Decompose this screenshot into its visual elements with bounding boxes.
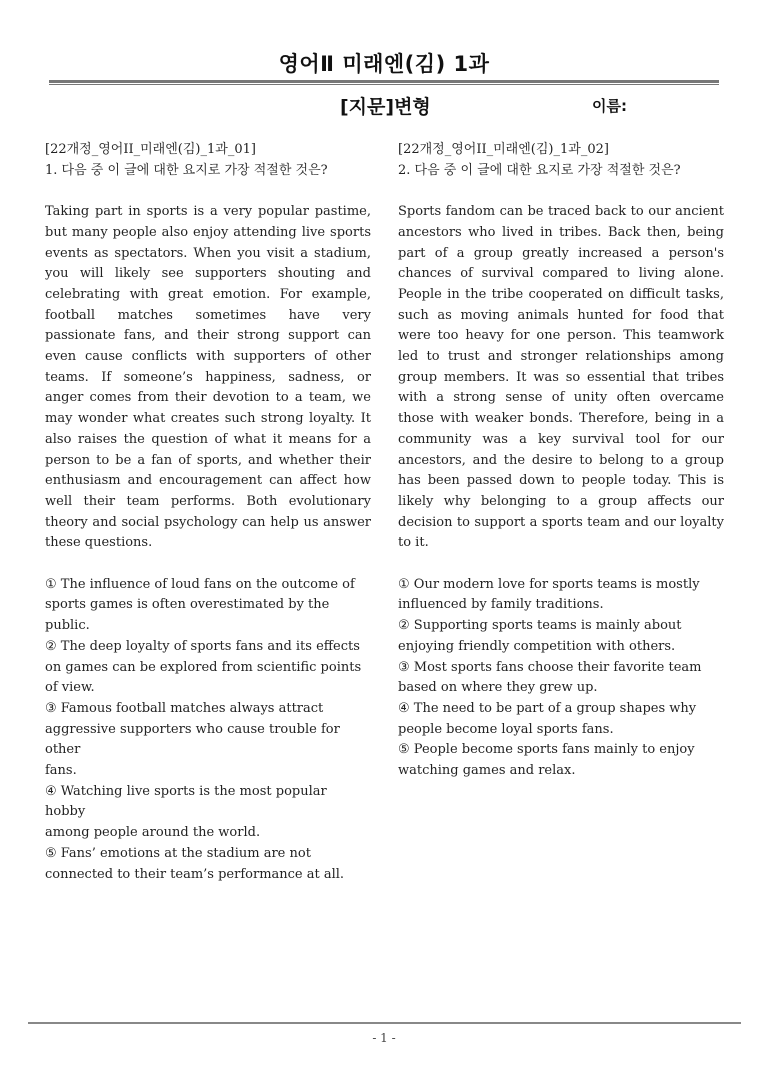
question-1-column xyxy=(45,140,371,885)
name-label: 이름: xyxy=(592,97,627,115)
page-number: - 1 - xyxy=(372,1031,396,1045)
question-1-choice-1: ① The influence of loud fans on the outcome of sports games is often overestimated by the public. xyxy=(45,576,355,634)
question-2-choice-1: ① Our modern love for sports teams is mostly influenced by family traditions. xyxy=(398,576,700,613)
worksheet-title: 영어Ⅱ 미래엔(김) 1과 xyxy=(278,52,490,76)
question-1-choice-5: ⑤ Fans’ emotions at the stadium are not connected to their team’s performance at all. xyxy=(45,845,345,882)
title-rule-thick xyxy=(49,80,719,83)
question-1-choice-3: ③ Famous football matches always attract aggressive supporters who cause trouble for other fans. xyxy=(45,700,340,779)
question-2-choices xyxy=(398,575,724,782)
title-rule-thin xyxy=(49,84,719,85)
question-2-choice-2: ② Supporting sports teams is mainly about enjoying friendly competition with others. xyxy=(398,618,682,654)
question-2-choice-5: ⑤ People become sports fans mainly to enjoy watching games and relax. xyxy=(398,742,695,779)
question-2-passage: Sports fandom can be traced back to our ancient ancestors who lived in tribes. Back then, being part of a group greatly increased a person's chances of survival compared to living alone. People in the tribe cooperated on difficult tasks, such as moving animals hunted for food that were too heavy for one person. This teamwork led to trust and stronger relationships among group members. It was so essential that tribes with a strong sense of unity often overcame those with weaker bonds. Therefore, being in a community was a key survival tool for our ancestors, and the desire to belong to a group has been passed down to people today. This is likely why belonging to a group affects our decision to support a sports team and our loyalty to it. xyxy=(398,204,724,551)
question-1-choice-2: ② The deep loyalty of sports fans and its effects on games can be explored from scientific points of view. xyxy=(45,638,362,696)
question-2-prompt: 2. 다음 중 이 글에 대한 요지로 가장 적절한 것은? xyxy=(398,162,681,178)
question-1-prompt: 1. 다음 중 이 글에 대한 요지로 가장 적절한 것은? xyxy=(45,162,328,178)
question-2-code: [22개정_영어II_미래엔(김)_1과_02] xyxy=(398,142,609,157)
question-1-code: [22개정_영어II_미래엔(김)_1과_01] xyxy=(45,142,256,157)
question-2-choice-3: ③ Most sports fans choose their favorite team based on where they grew up. xyxy=(398,659,702,696)
footer-rule xyxy=(28,1022,741,1024)
question-1-passage: Taking part in sports is a very popular pastime, but many people also enjoy attending live sports events as spectators. When you visit a stadium, you will likely see supporters shouting and celebrating with great emotion. For example, football matches sometimes have very passionate fans, and their strong support can even cause conflicts with supporters of other teams. If someone’s happiness, sadness, or anger comes from their devotion to a team, we may wonder what creates such strong loyalty. It also raises the question of what it means for a person to be a fan of sports, and whether their enthusiasm and encouragement can affect how well their team performs. Both evolutionary theory and social psychology can help us answer these questions. xyxy=(45,204,371,551)
question-2-column xyxy=(398,140,724,782)
question-2-choice-4: ④ The need to be part of a group shapes why people become loyal sports fans. xyxy=(398,700,697,737)
worksheet-subtitle: [지문]변형 xyxy=(340,96,431,118)
question-1-choices xyxy=(45,575,371,886)
question-1-choice-4: ④ Watching live sports is the most popular hobby among people around the world. xyxy=(45,783,327,841)
